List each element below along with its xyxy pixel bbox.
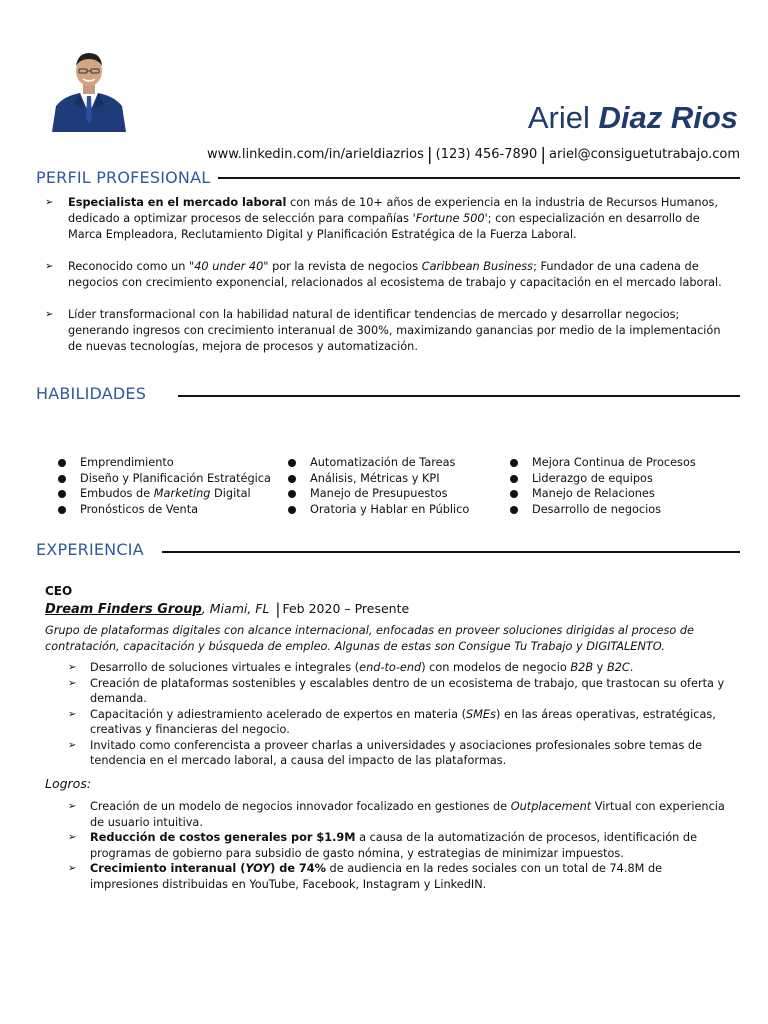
arrowhead-icon: ➢: [68, 801, 77, 812]
section-divider: [162, 551, 740, 553]
skill-label: Liderazgo de equipos: [532, 471, 653, 485]
achievements-label: Logros:: [45, 776, 92, 791]
text-bold: Reducción de costos generales por $1.9M: [90, 831, 356, 844]
list-item: [45, 259, 735, 291]
skill-item: [288, 486, 469, 502]
separator: |: [426, 145, 433, 165]
skill-label-italic: Marketing: [153, 487, 211, 501]
skill-item: [58, 471, 271, 487]
dot-icon: [510, 475, 518, 483]
skill-item: [288, 455, 469, 471]
skill-item: [510, 471, 696, 487]
section-title-habilidades: HABILIDADES: [36, 384, 147, 403]
skill-item: [58, 486, 271, 502]
text-italic: B2C: [606, 661, 630, 674]
text: Virtual con experiencia de usuario intuitiva.: [90, 800, 725, 829]
separator: |: [540, 145, 547, 165]
skill-label: Manejo de Relaciones: [532, 487, 655, 501]
phone-number: (123) 456-7890: [435, 147, 538, 162]
skill-item: [510, 486, 696, 502]
skill-label: Mejora Continua de Procesos: [532, 456, 696, 469]
text: con más de 10+ años de experiencia en la industria de Recursos Humanos, dedicado a optimizar procesos de selección para compañías ': [68, 196, 718, 225]
skill-label: Digital: [210, 487, 251, 501]
text-italic: 40 under 40: [194, 260, 264, 273]
job-dates: Feb 2020 – Presente: [282, 601, 410, 616]
perfil-highlight: Especialista en el mercado laboral: [68, 196, 287, 209]
arrowhead-icon: ➢: [45, 309, 54, 320]
arrowhead-icon: ➢: [68, 708, 77, 720]
dot-icon: [58, 475, 66, 483]
achievements-list: [68, 799, 733, 892]
dot-icon: [58, 490, 66, 498]
list-item: [68, 799, 733, 830]
text-bold-italic: YOY: [245, 862, 271, 875]
skill-item: [288, 502, 469, 518]
text: Líder transformacional con la habilidad natural de identificar tendencias de mercado y desarrollar negocios; generando ingresos con crecimiento interanual de 300%, maximizando ganancias por medio de la implementación de nuevas tecnologías, mejora de procesos y automatización.: [68, 308, 721, 353]
list-item: [45, 195, 735, 243]
skill-item: [58, 455, 271, 471]
skill-label: Pronósticos de Venta: [80, 503, 199, 517]
text-italic: end-to-end: [359, 661, 422, 674]
skill-label: Manejo de Presupuestos: [310, 487, 448, 501]
text: de audiencia en la redes sociales con un total de 74.8M de impresiones distribuidas en YouTube, Facebook, Instagram y LinkedIN.: [90, 862, 663, 891]
arrowhead-icon: ➢: [68, 863, 77, 874]
list-item: [68, 660, 733, 676]
text: ; Fundador de una cadena de negocios con crecimiento exponencial, relacionados al ecosistema de trabajo y capacitación en el mercado laboral.: [68, 260, 722, 289]
dot-icon: [288, 475, 296, 483]
text: a causa de la automatización de procesos, identificación de programas de gobierno para subsidio de gasto nómina, y estrategias de minimizar impuestos.: [90, 831, 698, 860]
skill-label: Desarrollo de negocios: [532, 503, 662, 517]
text-bold: ) de 74%: [270, 862, 326, 875]
skill-item: [510, 455, 696, 471]
list-item: [68, 738, 733, 769]
skill-label: Análisis, Métricas y KPI: [310, 471, 440, 485]
skill-label: Emprendimiento: [80, 456, 174, 469]
arrowhead-icon: ➢: [68, 662, 77, 673]
dot-icon: [288, 506, 296, 514]
text-italic: Fortune 500: [415, 212, 485, 225]
text-italic: Outplacement: [510, 800, 592, 813]
text-bold: Crecimiento interanual (: [90, 862, 246, 875]
skill-label: Oratoria y Hablar en Público: [310, 503, 470, 517]
text-italic: SMEs: [466, 707, 496, 721]
section-divider: [178, 395, 740, 397]
dot-icon: [288, 459, 296, 467]
skill-item: [510, 502, 696, 518]
text: Creación de plataformas sostenibles y escalables dentro de un ecosistema de trabajo, que trastocan su oferta y demanda.: [90, 676, 725, 705]
candidate-name: [528, 100, 738, 136]
last-name: Diaz Rios: [598, 100, 738, 135]
list-item: [68, 676, 733, 707]
dot-icon: [510, 506, 518, 514]
list-item: [45, 307, 735, 355]
dot-icon: [288, 490, 296, 498]
text: Reconocido como un ": [68, 260, 195, 273]
dot-icon: [510, 459, 518, 467]
arrowhead-icon: ➢: [68, 832, 77, 843]
text-italic: Caribbean Business: [421, 260, 534, 273]
skills-column-2: [288, 455, 469, 518]
separator: |: [275, 600, 281, 618]
text-italic: B2B: [570, 661, 594, 674]
text: " por la revista de negocios: [263, 260, 422, 273]
text: '; con especialización en desarrollo de Marca Empleadora, Reclutamiento Digital y Planificación Estratégica de la Fuerza Laboral.: [68, 212, 700, 241]
dot-icon: [58, 459, 66, 467]
arrowhead-icon: ➢: [45, 261, 54, 272]
text: Capacitación y adiestramiento acelerado de expertos en materia (: [90, 707, 467, 721]
section-divider: [218, 177, 740, 179]
arrowhead-icon: ➢: [68, 739, 77, 751]
skill-item: [288, 471, 469, 487]
skills-column-3: [510, 455, 696, 518]
contact-line: [207, 145, 740, 165]
text: ) con modelos de negocio: [421, 661, 571, 674]
skills-column-1: [58, 455, 271, 518]
company-line: [45, 600, 409, 618]
text: ) en las áreas operativas, estratégicas, creativas y financieras del negocio.: [90, 707, 716, 736]
text: Creación de un modelo de negocios innovador focalizado en gestiones de: [90, 800, 511, 813]
skill-label: Embudos de: [80, 487, 154, 501]
company-name: Dream Finders Group: [45, 602, 202, 617]
perfil-list: [45, 195, 735, 355]
skill-item: [58, 502, 271, 518]
job-role: CEO: [45, 584, 73, 598]
text: .: [629, 661, 634, 674]
text: Invitado como conferencista a proveer charlas a universidades y asociaciones profesionales sobre temas de tendencia en el mercado laboral, a causa del impacto de las plataformas.: [90, 738, 703, 767]
section-title-perfil: PERFIL PROFESIONAL: [36, 168, 211, 187]
text: Desarrollo de soluciones virtuales e integrales (: [90, 661, 360, 674]
experience-list: [68, 660, 733, 769]
linkedin-link[interactable]: www.linkedin.com/in/arieldiazrios: [207, 147, 424, 162]
text: y: [593, 661, 607, 674]
skill-label: Automatización de Tareas: [310, 456, 456, 469]
list-item: [68, 861, 733, 892]
company-location: , Miami, FL: [201, 601, 274, 616]
first-name: Ariel: [527, 100, 590, 135]
email-link[interactable]: ariel@consiguetutrabajo.com: [549, 147, 740, 162]
list-item: [68, 830, 733, 861]
list-item: [68, 707, 733, 738]
dot-icon: [58, 506, 66, 514]
dot-icon: [510, 490, 518, 498]
company-description: Grupo de plataformas digitales con alcance internacional, enfocadas en proveer soluciones dirigidas al proceso de contratación, capacitación y búsqueda de empleo. Algunas de estas son Consigue Tu Trabajo y DIGITALENTO.: [45, 624, 694, 653]
profile-photo: [50, 44, 128, 132]
section-title-experiencia: EXPERIENCIA: [36, 540, 144, 559]
skill-label: Diseño y Planificación Estratégica: [80, 471, 271, 485]
arrowhead-icon: ➢: [68, 677, 77, 689]
arrowhead-icon: ➢: [45, 197, 54, 208]
